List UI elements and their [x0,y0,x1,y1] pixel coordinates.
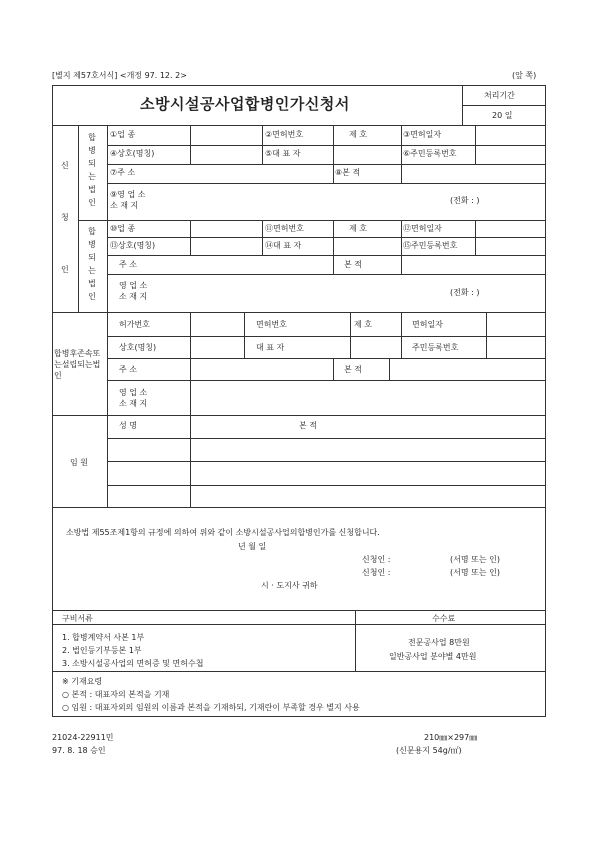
fee-line-2: 일반공사업 분야별 4만원 [389,652,477,661]
fee-line-1: 전문공사업 8만원 [408,638,470,647]
surviving-domicile-label: 본 적 [344,365,362,374]
merger-b-license-no-label: ⑪면허번호 [265,224,304,233]
applicant2-label: 신청인 : [362,568,391,577]
merger-b-license-date-label: ⑫면허일자 [403,224,442,233]
merger-b-license-value: 제 호 [349,224,367,233]
divider [333,125,334,183]
merger-a-business-label: ①업 종 [110,130,136,139]
notes-item-1: ○ 본적 : 대표자의 본적을 기재 [62,690,170,699]
merger-a-office-label: ⑨영 업 소 소 재 지 [110,190,146,210]
merger-a-license-no-label: ②면허번호 [265,130,304,139]
merger-b-label: 합병되는법인 [88,227,96,301]
divider [107,164,546,165]
merger-a-trade-name-label: ④상호(명칭) [110,149,155,158]
applicant-label-1: 신 [61,161,69,170]
surviving-address-label: 주 소 [119,365,137,374]
documents-label: 구비서류 [62,614,93,623]
page-side: (앞 쪽) [512,71,537,80]
divider [401,220,402,274]
processing-value: 20 일 [492,111,513,120]
divider [52,507,546,508]
divider [350,312,351,358]
divider [52,415,546,416]
divider [107,125,108,312]
divider [333,358,334,380]
applicant1-sign: (서명 또는 인) [450,555,500,564]
merger-a-resident-no-label: ⑥주민등록번호 [403,149,457,158]
surviving-license-date-label: 면허일자 [412,320,443,329]
officers-domicile-label: 본 적 [299,421,317,430]
divider [52,671,546,672]
fee-label: 수수료 [432,614,456,623]
divider [244,312,245,358]
divider [475,125,476,164]
footer-paper: (신문용지 54g/㎡) [396,746,462,755]
divider [52,610,546,611]
applicant1-label: 신청인 : [362,555,391,564]
divider [107,274,546,275]
divider [52,624,546,625]
applicant-label-2: 청 [61,213,69,222]
merger-b-domicile-label: 본 적 [344,260,362,269]
surviving-representative-label: 대 표 자 [256,343,285,352]
surviving-office-label: 영 업 소 소 재 지 [119,388,148,408]
notes-title: ※ 기재요령 [62,677,103,686]
surviving-resident-no-label: 주민등록번호 [412,343,459,352]
merger-a-license-date-label: ③면허일자 [403,130,442,139]
merger-a-domicile-label: ⑧본 적 [335,168,361,177]
divider [107,485,546,486]
form-number: [별지 제57호서식] <개정 97. 12. 2> [52,71,187,80]
footer-code: 21024-22911민 [52,733,114,742]
divider [107,312,108,415]
applicant-label-3: 인 [61,265,69,274]
divider [355,610,356,671]
document-item: 3. 소방시설공사업의 면허증 및 면허수첩 [62,659,204,668]
divider [78,125,79,312]
document-item: 2. 법인등기부등본 1부 [62,646,142,655]
recipient: 시 · 도지사 귀하 [261,581,318,590]
divider [52,312,546,313]
applicant2-sign: (서명 또는 인) [450,568,500,577]
merger-b-phone: (전화 : ) [450,288,480,297]
footer-size: 210㎜×297㎜ [424,733,478,742]
footer-approval: 97. 8. 18 승인 [52,746,106,755]
merger-b-trade-name-label: ⑬상호(명칭) [110,241,156,250]
divider [401,312,402,358]
divider [107,183,546,184]
divider [107,358,546,359]
merger-b-resident-no-label: ⑮주민등록번호 [403,241,458,250]
surviving-license-no-label: 면허번호 [256,320,287,329]
divider [107,237,546,238]
statement-text: 소방법 제55조제1항의 규정에 의하여 위와 같이 소방시설공사업의합병인가를 신청합니다. [66,528,380,537]
divider [262,220,263,255]
officers-label: 임 원 [70,458,88,467]
merger-b-address-label: 주 소 [119,260,137,269]
officers-name-label: 성 명 [119,421,137,430]
merger-a-phone: (전화 : ) [450,196,480,205]
surviving-permit-label: 허가번호 [119,320,150,329]
surviving-license-value: 제 호 [354,320,372,329]
merger-a-representative-label: ⑤대 표 자 [265,149,301,158]
notes-item-2: ○ 임원 : 대표자외의 임원의 이름과 본적을 기재하되, 기재란이 부족할 경우 별지 사용 [62,703,360,712]
divider [262,125,263,164]
merger-a-address-label: ⑦주 소 [110,168,136,177]
divider [190,125,191,164]
divider [333,220,334,274]
merger-a-label: 합병되는법인 [88,133,96,207]
surviving-trade-name-label: 상호(명칭) [119,343,157,352]
divider [401,125,402,183]
document-item: 1. 합병계약서 사본 1부 [62,633,145,642]
divider [486,312,487,358]
divider [462,105,546,106]
processing-label: 처리기간 [484,91,515,100]
form-title: 소방시설공사업합병인가신청서 [140,95,350,113]
divider [107,145,546,146]
divider [190,312,191,415]
divider [52,125,546,126]
statement-date: 년 월 일 [238,542,267,551]
surviving-label: 합병후존속또는설립되는법인 [54,349,101,380]
merger-b-representative-label: ⑭대 표 자 [265,241,302,250]
merger-b-office-label: 영 업 소 소 재 지 [119,281,148,301]
divider [107,380,546,381]
divider [190,220,191,255]
divider [107,336,546,337]
merger-a-license-value: 제 호 [349,130,367,139]
divider [107,438,546,439]
divider [107,461,546,462]
divider [107,255,546,256]
divider [475,220,476,255]
divider [389,358,390,380]
merger-b-business-label: ⑩업 종 [110,224,136,233]
